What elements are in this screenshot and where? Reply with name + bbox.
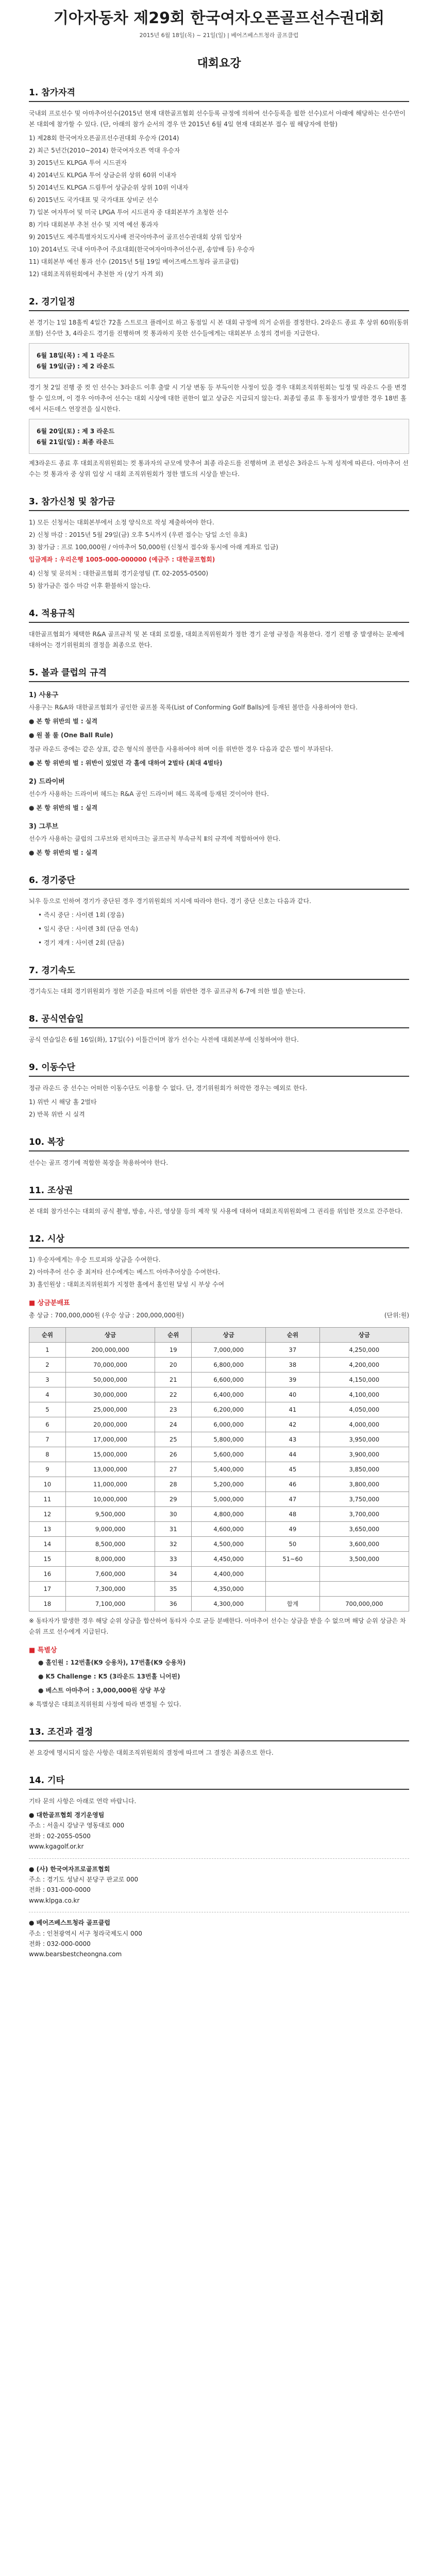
list-item: 8) 기타 대회본부 추천 선수 및 지역 예선 통과자 [29,221,159,228]
table-cell: 9,500,000 [65,1507,155,1522]
table-row [29,1597,409,1612]
contact-org: ● (사) 한국여자프로골프협회 [29,1865,110,1873]
list-item: 6) 2015년도 국가대표 및 국가대표 상비군 선수 [29,196,159,204]
table-row [29,1552,409,1567]
section-title: 9. 이동수단 [29,1060,409,1077]
table-cell: 46 [266,1477,319,1492]
list-item: • 즉시 중단 : 사이렌 1회 (장음) [38,911,124,919]
table-cell: 13,000,000 [65,1462,155,1477]
contact-website[interactable]: www.bearsbestcheongna.com [29,1951,122,1958]
section-body: 선수는 골프 경기에 적합한 복장을 착용하여야 한다. [29,1159,169,1166]
table-cell: 27 [155,1462,192,1477]
table-row [29,1522,409,1537]
table-cell: 33 [155,1552,192,1567]
table-cell: 34 [155,1567,192,1582]
table-cell: 20 [155,1358,192,1372]
section-transport [29,1060,409,1120]
contact-phone: 전화 : 031-000-0000 [29,1886,91,1894]
table-cell: 4,250,000 [319,1343,409,1358]
table-cell: 25,000,000 [65,1402,155,1417]
table-cell: 30,000,000 [65,1387,155,1402]
table-cell: 3,950,000 [319,1432,409,1447]
list-item: 2) 신청 마감 : 2015년 5월 29일(금) 오후 5시까지 (우편 접수는 당일 소인 유효) [29,531,247,538]
table-cell: 3 [29,1372,66,1387]
schedule-note: 제3라운드 종료 후 대회조직위원회는 컷 통과자의 규모에 맞추어 최종 라운드를 진행하며 조 편성은 3라운드 누적 성적에 따른다. 아마추어 선수는 컷 통과자 중 상위 입상 시 대회 조직위원회가 정한 별도의 시상을 받는다. [29,460,409,478]
section-awards [29,1231,409,1710]
list-item: 1) 모든 신청서는 대회본부에서 소정 양식으로 작성 제출하여야 한다. [29,519,214,526]
list-item: 1) 제28회 한국여자오픈골프선수권대회 우승자 (2014) [29,134,179,142]
table-cell: 70,000,000 [65,1358,155,1372]
section-title: 13. 조건과 결정 [29,1724,409,1741]
list-item: 7) 일본 여자투어 및 미국 LPGA 투어 시드권자 중 대회본부가 초청한 선수 [29,209,229,216]
table-cell: 29 [155,1492,192,1507]
section-body: 본 대회 참가선수는 대회의 공식 촬영, 방송, 사진, 영상물 등의 제작 및 사용에 대하여 대회조직위원회에 그 권리를 위임한 것으로 간주한다. [29,1208,403,1215]
table-row [29,1387,409,1402]
table-cell: 41 [266,1402,319,1417]
section-conditions [29,1724,409,1758]
section-application [29,494,409,591]
table-cell: 32 [155,1537,192,1552]
table-cell: 4,350,000 [192,1582,266,1597]
table-cell: 42 [266,1417,319,1432]
table-cell: 4,450,000 [192,1552,266,1567]
table-row [29,1447,409,1462]
table-cell: 38 [266,1358,319,1372]
round-schedule-box [29,419,409,454]
table-row [29,1492,409,1507]
application-list [29,568,409,591]
round-schedule-box [29,343,409,378]
table-cell: 22 [155,1387,192,1402]
table-cell: 39 [266,1372,319,1387]
table-cell: 43 [266,1432,319,1447]
table-cell: 23 [155,1402,192,1417]
section-eligibility [29,85,409,280]
table-cell: 2 [29,1358,66,1372]
table-cell: 8,000,000 [65,1552,155,1567]
section-body: 사용구는 R&A와 대한골프협회가 공인한 골프볼 목록(List of Conforming Golf Balls)에 등재된 볼만을 사용하여야 한다. [29,704,358,711]
table-cell: 17 [29,1582,66,1597]
table-cell [319,1567,409,1582]
section-title: 1. 참가자격 [29,85,409,102]
table-cell: 3,800,000 [319,1477,409,1492]
section-body: 정규 라운드 중 선수는 어떠한 이동수단도 이용할 수 없다. 단, 경기위원회가 허락한 경우는 예외로 한다. [29,1084,308,1092]
table-cell: 200,000,000 [65,1343,155,1358]
table-cell: 40 [266,1387,319,1402]
list-item: 2) 최근 5년간(2010~2014) 한국여자오픈 역대 우승자 [29,147,180,154]
table-cell: 28 [155,1477,192,1492]
list-item: 3) 홀인원상 : 대회조직위원회가 지정한 홀에서 홀인원 달성 시 부상 수여 [29,1281,225,1288]
bank-account: 입금계좌 : 우리은행 1005-000-000000 (예금주 : 대한골프협회) [29,556,215,563]
table-cell: 6,600,000 [192,1372,266,1387]
table-cell: 6,400,000 [192,1387,266,1402]
table-cell: 9 [29,1462,66,1477]
contact-address: 주소 : 서울시 강남구 영동대로 000 [29,1822,125,1829]
table-cell: 10,000,000 [65,1492,155,1507]
list-item: 1) 위반 시 해당 홀 2벌타 [29,1098,97,1106]
round-2: 6월 19일(금) : 제 2 라운드 [37,363,115,370]
section-body: 선수가 사용하는 클럽의 그루브와 펀치마크는 골프규칙 부속규칙 Ⅱ의 규격에 적합하여야 한다. [29,835,281,842]
section-other [29,1773,409,1960]
table-cell: 3,750,000 [319,1492,409,1507]
table-cell [319,1582,409,1597]
section-title: 4. 적용규칙 [29,606,409,623]
table-cell: 24 [155,1417,192,1432]
table-cell: 4,800,000 [192,1507,266,1522]
list-item: 11) 대회본부 예선 통과 선수 (2015년 5월 19일 베어즈베스트청라 골프클럽) [29,258,239,265]
section-equipment [29,665,409,858]
table-row [29,1462,409,1477]
table-cell: 3,700,000 [319,1507,409,1522]
list-item: • 경기 재개 : 사이렌 2회 (단음) [38,939,124,946]
special-prize-note: ※ 특별상은 대회조직위원회 사정에 따라 변경될 수 있다. [29,1701,181,1708]
table-cell: 4,100,000 [319,1387,409,1402]
table-cell: 3,850,000 [319,1462,409,1477]
section-title: 11. 조상권 [29,1183,409,1200]
table-row [29,1537,409,1552]
section-title: 7. 경기속도 [29,963,409,980]
table-cell: 4,300,000 [192,1597,266,1612]
table-cell: 4,600,000 [192,1522,266,1537]
table-cell: 6,200,000 [192,1402,266,1417]
special-prize-list [38,1657,409,1696]
subsection-title: 2) 드라이버 [29,778,65,786]
table-cell: 7,100,000 [65,1597,155,1612]
list-item: 3) 참가금 : 프로 100,000원 / 아마추어 50,000원 (신청서 접수와 동시에 아래 계좌로 입금) [29,544,278,551]
table-row [29,1402,409,1417]
section-body: 대한골프협회가 채택한 R&A 골프규칙 및 본 대회 로컬룰, 대회조직위원회가 정한 경기 운영 규정을 적용한다. 경기 진행 중 발생하는 문제에 대하여는 경기위원회의 결정을 최종으로 한다. [29,631,405,649]
table-cell: 14 [29,1537,66,1552]
section-body: 기타 문의 사항은 아래로 연락 바랍니다. [29,1798,137,1805]
table-row [29,1372,409,1387]
table-cell: 5,600,000 [192,1447,266,1462]
application-list [29,517,409,553]
table-cell: 15,000,000 [65,1447,155,1462]
table-header: 상금 [319,1328,409,1343]
table-header: 상금 [65,1328,155,1343]
table-cell: 18 [29,1597,66,1612]
table-cell: 4 [29,1387,66,1402]
table-cell: 4,000,000 [319,1417,409,1432]
contact-org: ● 베어즈베스트청라 골프클럽 [29,1919,110,1927]
table-cell: 5,800,000 [192,1432,266,1447]
contact-org: ● 대한골프협회 경기운영팀 [29,1811,105,1819]
schedule-note: 경기 첫 2일 진행 중 컷 인 선수는 3라운드 이후 출발 시 기상 변동 등 부득이한 사정이 있을 경우 대회조직위원회는 일정 및 라운드 수를 변경할 수 있으며, 이 경우 아마추어 선수는 대회 시상에 대한 권한이 없고 상금은 지급되지 않는다. 최종일 종료 후 동점자가 발생한 경우 18번 홀에서 서든데스 연장전을 실시한다. [29,384,407,413]
table-header: 순위 [266,1328,319,1343]
table-cell: 50,000,000 [65,1372,155,1387]
table-cell: 8 [29,1447,66,1462]
table-cell: 8,500,000 [65,1537,155,1552]
one-ball-rule-title: ● 원 볼 룰 (One Ball Rule) [29,732,113,739]
table-cell: 5,000,000 [192,1492,266,1507]
section-title: 8. 공식연습일 [29,1011,409,1028]
contact-block [29,1810,409,1852]
header [29,0,409,71]
contact-address: 주소 : 경기도 성남시 분당구 판교로 000 [29,1875,139,1883]
contact-address: 주소 : 인천광역시 서구 청라국제도시 000 [29,1929,142,1937]
table-cell: 25 [155,1432,192,1447]
transport-list [29,1097,409,1120]
table-row [29,1507,409,1522]
prize-table-caption [29,1310,409,1324]
table-cell: 44 [266,1447,319,1462]
table-cell: 4,200,000 [319,1358,409,1372]
table-row [29,1417,409,1432]
penalty-line: ● 본 항 위반의 벌 : 실격 [29,849,98,856]
table-cell [266,1582,319,1597]
section-rules [29,606,409,651]
section-title: 2. 경기일정 [29,294,409,311]
list-item: 12) 대회조직위원회에서 추천한 자 (상기 자격 외) [29,270,163,278]
table-row [29,1477,409,1492]
list-item: 2) 반복 위반 시 실격 [29,1111,85,1118]
table-cell: 11 [29,1492,66,1507]
table-cell: 45 [266,1462,319,1477]
document-subtitle: 대회요강 [197,57,241,70]
table-row [29,1343,409,1358]
table-cell: 47 [266,1492,319,1507]
table-cell: 6 [29,1417,66,1432]
table-cell: 7 [29,1432,66,1447]
table-cell: 5,400,000 [192,1462,266,1477]
table-cell: 3,650,000 [319,1522,409,1537]
table-cell: 49 [266,1522,319,1537]
prize-unit: (단위:원) [384,1312,409,1319]
table-header: 순위 [29,1328,66,1343]
round-3: 6월 20일(토) : 제 3 라운드 [37,428,115,435]
table-cell: 26 [155,1447,192,1462]
event-dates: 2015년 6월 18일(목) ~ 21일(일) | 베어즈베스트청라 골프클럽 [139,32,299,39]
table-cell: 48 [266,1507,319,1522]
prize-table [29,1327,409,1612]
section-body: 공식 연습일은 6월 16일(화), 17일(수) 이틀간이며 참가 선수는 사전에 대회본부에 신청하여야 한다. [29,1036,299,1043]
table-cell: 6,000,000 [192,1417,266,1432]
list-item: 1) 우승자에게는 우승 트로피와 상금을 수여한다. [29,1256,161,1263]
contact-block [29,1918,409,1960]
section-body: 선수가 사용하는 드라이버 헤드는 R&A 공인 드라이버 헤드 목록에 등재된 것이어야 한다. [29,790,269,798]
section-suspension [29,873,409,948]
table-cell: 700,000,000 [319,1597,409,1612]
divider [29,1858,409,1859]
table-cell: 3,600,000 [319,1537,409,1552]
section-title: 6. 경기중단 [29,873,409,890]
table-cell: 4,150,000 [319,1372,409,1387]
contact-phone: 전화 : 02-2055-0500 [29,1832,91,1840]
list-item: ● 베스트 아마추어 : 3,000,000원 상당 부상 [38,1687,166,1694]
table-cell: 4,500,000 [192,1537,266,1552]
list-item: 5) 참가금은 접수 마감 이후 환불하지 않는다. [29,582,151,589]
contact-website[interactable]: www.klpga.co.kr [29,1896,80,1904]
table-row [29,1432,409,1447]
table-cell: 31 [155,1522,192,1537]
table-cell [266,1567,319,1582]
table-row [29,1358,409,1372]
table-cell: 19 [155,1343,192,1358]
section-pace-of-play [29,963,409,997]
subsection-title: 1) 사용구 [29,691,59,699]
table-header-row [29,1328,409,1343]
table-cell: 1 [29,1343,66,1358]
table-cell: 30 [155,1507,192,1522]
eligibility-list [29,133,409,280]
section-practice-day [29,1011,409,1045]
section-portrait-rights [29,1183,409,1217]
signal-list [38,910,409,948]
table-cell: 9,000,000 [65,1522,155,1537]
table-cell: 5,200,000 [192,1477,266,1492]
table-cell: 5 [29,1402,66,1417]
table-cell: 35 [155,1582,192,1597]
list-item: 4) 신청 및 문의처 : 대한골프협회 경기운영팀 (T. 02-2055-0500) [29,570,209,577]
list-item: 2) 아마추어 선수 중 최저타 선수에게는 베스트 아마추어상을 수여한다. [29,1268,221,1276]
table-cell: 합계 [266,1597,319,1612]
subsection-title: 3) 그루브 [29,823,59,831]
list-item: 3) 2015년도 KLPGA 투어 시드권자 [29,159,127,166]
section-title: 3. 참가신청 및 참가금 [29,494,409,511]
round-4: 6월 21일(일) : 최종 라운드 [37,438,114,446]
section-schedule [29,294,409,480]
prize-total: 총 상금 : 700,000,000원 (우승 상금 : 200,000,000원) [29,1312,184,1319]
table-cell: 4,050,000 [319,1402,409,1417]
section-body: 뇌우 등으로 인하여 경기가 중단된 경우 경기위원회의 지시에 따라야 한다. 경기 중단 신호는 다음과 같다. [29,897,311,905]
table-cell: 3,900,000 [319,1447,409,1462]
contact-website[interactable]: www.kgagolf.or.kr [29,1843,84,1851]
section-body: 경기속도는 대회 경기위원회가 정한 기준을 따르며 이를 위반한 경우 골프규칙 6-7에 의한 벌을 받는다. [29,988,306,995]
prize-table-body [29,1343,409,1612]
table-row [29,1567,409,1582]
special-prize-title: ■ 특별상 [29,1647,57,1654]
list-item: 10) 2014년도 국내 아마추어 주요대회(한국여자아마추어선수권, 송암배 등) 우승자 [29,246,255,253]
contact-phone: 전화 : 032-000-0000 [29,1940,91,1947]
table-row [29,1582,409,1597]
list-item: 4) 2014년도 KLPGA 투어 상금순위 상위 60위 이내자 [29,172,177,179]
awards-list [29,1255,409,1290]
section-body: 정규 라운드 중에는 같은 상표, 같은 형식의 볼만을 사용하여야 하며 이를 위반한 경우 다음과 같은 벌이 부과된다. [29,745,333,753]
list-item: 5) 2014년도 KLPGA 드림투어 상금순위 상위 10위 이내자 [29,184,189,191]
table-cell: 3,500,000 [319,1552,409,1567]
table-cell: 21 [155,1372,192,1387]
table-cell: 7,300,000 [65,1582,155,1597]
prize-note: ※ 동타자가 발생한 경우 해당 순위 상금을 합산하여 동타자 수로 균등 분배한다. 아마추어 선수는 상금을 받을 수 없으며 해당 순위 상금은 차순위 프로 선수에게 지급된다. [29,1617,406,1635]
penalty-line: ● 본 항 위반의 벌 : 실격 [29,804,98,811]
list-item: • 일시 중단 : 사이렌 3회 (단음 연속) [38,925,138,933]
table-cell: 20,000,000 [65,1417,155,1432]
table-header: 상금 [192,1328,266,1343]
table-cell: 6,800,000 [192,1358,266,1372]
table-cell: 51~60 [266,1552,319,1567]
section-attire [29,1134,409,1168]
table-cell: 13 [29,1522,66,1537]
page-title: 기아자동차 제29회 한국여자오픈골프선수권대회 [53,9,385,27]
list-item: ● K5 Challenge : K5 (3라운드 13번홀 니어핀) [38,1673,180,1680]
table-cell: 12 [29,1507,66,1522]
table-cell: 7,000,000 [192,1343,266,1358]
contact-block [29,1864,409,1906]
section-title: 10. 복장 [29,1134,409,1151]
table-cell: 16 [29,1567,66,1582]
section-title: 5. 볼과 클럽의 규격 [29,665,409,682]
table-cell: 37 [266,1343,319,1358]
prize-table-title: ■ 상금분배표 [29,1299,70,1307]
penalty-line: ● 본 항 위반의 벌 : 위반이 있었던 각 홀에 대하여 2벌타 (최대 4벌타) [29,759,223,767]
table-cell: 36 [155,1597,192,1612]
table-header: 순위 [155,1328,192,1343]
list-item: ● 홀인원 : 12번홀(K9 승용차), 17번홀(K9 승용차) [38,1659,186,1666]
table-cell: 11,000,000 [65,1477,155,1492]
table-cell: 17,000,000 [65,1432,155,1447]
table-cell: 10 [29,1477,66,1492]
table-cell: 15 [29,1552,66,1567]
table-cell: 50 [266,1537,319,1552]
section-intro: 국내외 프로선수 및 아마추어선수(2015년 현재 대한골프협회 선수등록 규정에 의하여 선수등록을 필한 선수)로서 아래에 해당하는 선수만이 본 대회에 참가할 수 있다. (단, 아래의 참가 순서의 경우 만 2015년 6월 4일 현재 대회본부 접수 필 해당자에 한함) [29,110,406,128]
table-cell: 7,600,000 [65,1567,155,1582]
round-1: 6월 18일(목) : 제 1 라운드 [37,352,115,359]
section-title: 12. 시상 [29,1231,409,1248]
penalty-line: ● 본 항 위반의 벌 : 실격 [29,718,98,725]
table-cell: 4,400,000 [192,1567,266,1582]
list-item: 9) 2015년도 제주특별자치도지사배 전국아마추어 골프선수권대회 상위 입상자 [29,233,242,241]
section-title: 14. 기타 [29,1773,409,1790]
section-body: 본 요강에 명시되지 않은 사항은 대회조직위원회의 결정에 따르며 그 결정은 최종으로 한다. [29,1749,274,1756]
section-intro: 본 경기는 1일 18홀씩 4일간 72홀 스트로크 플레이로 하고 동점일 시 본 대회 규정에 의거 순위를 결정한다. 2라운드 종료 후 상위 60위(동위 포함) 선수만 3, 4라운드 경기를 진행하며 컷 통과하지 못한 선수들에게는 대회본부 소정의 경비를 지급한다. [29,319,409,337]
